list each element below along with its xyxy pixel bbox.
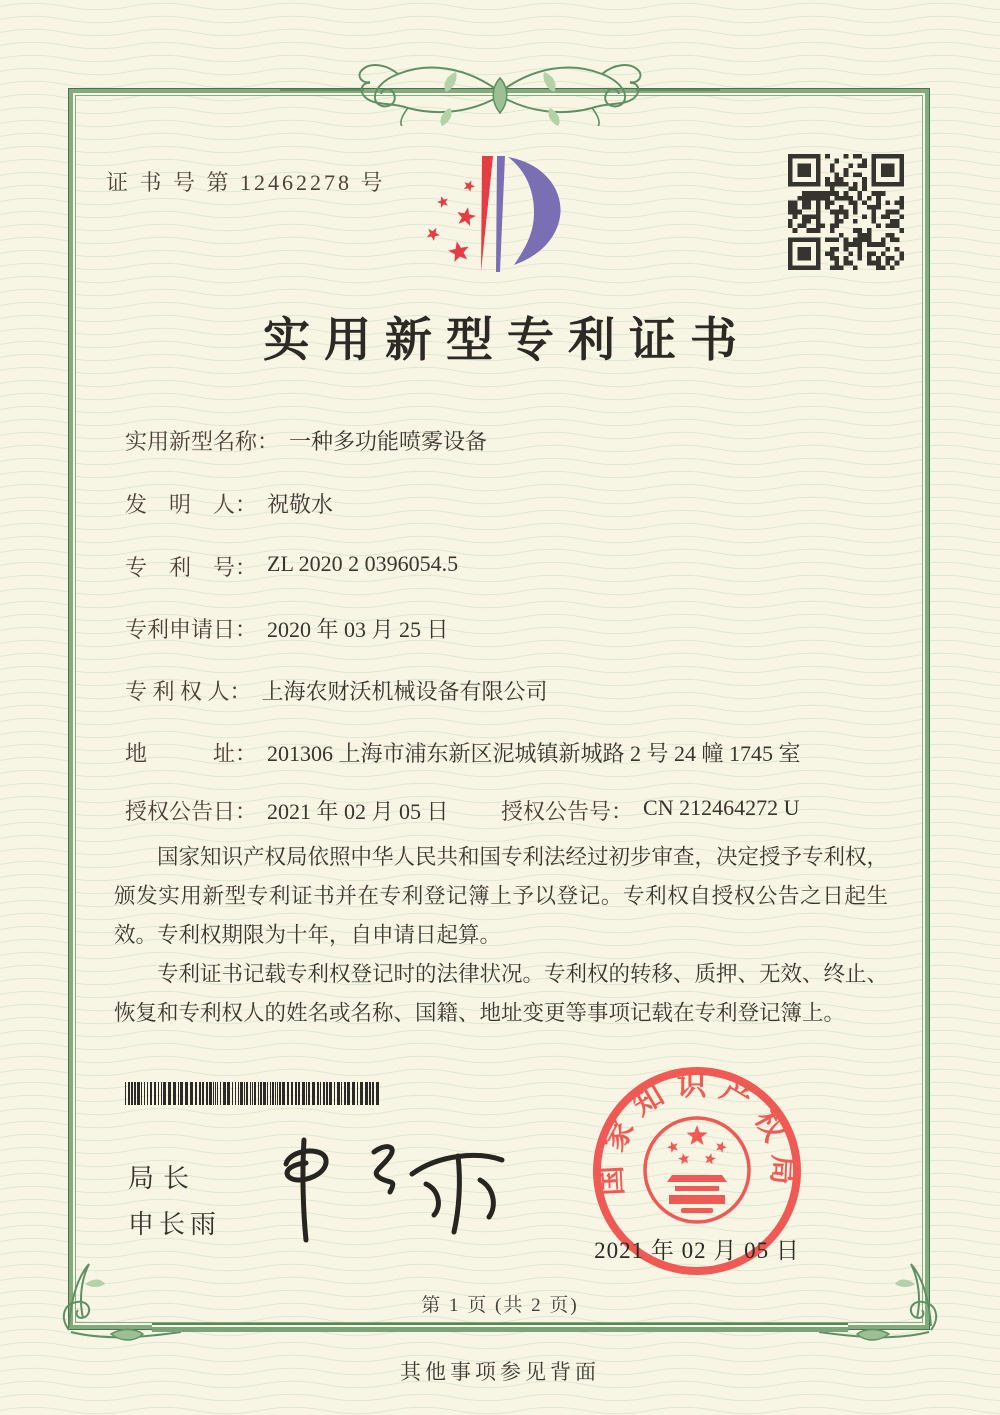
barcode-bar	[131, 1082, 133, 1105]
barcode-bar	[306, 1082, 307, 1105]
barcode-bar	[320, 1082, 321, 1105]
field-label: 授权公告日：	[125, 799, 258, 824]
barcode-bar	[344, 1082, 346, 1105]
barcode-bar	[334, 1082, 335, 1105]
field-value: 祝敬水	[267, 492, 334, 517]
field-row-address	[125, 737, 897, 768]
barcode-bar	[277, 1082, 278, 1105]
barcode-bar	[282, 1082, 285, 1105]
seal-arc-text: 国家知识产权局	[594, 1068, 800, 1197]
barcode-bar	[376, 1082, 379, 1105]
barcode-bar	[227, 1082, 230, 1105]
barcode-bar	[302, 1082, 305, 1105]
barcode-bar	[125, 1082, 126, 1105]
barcode-bar	[357, 1082, 358, 1105]
qr-code	[788, 154, 904, 270]
barcode-bar	[158, 1082, 159, 1105]
barcode-bar	[312, 1082, 315, 1105]
barcode-bar	[195, 1082, 197, 1105]
barcode-bar	[238, 1082, 239, 1105]
barcode-bar	[190, 1082, 193, 1105]
barcode-bar	[365, 1082, 368, 1105]
barcode-bar	[150, 1082, 152, 1105]
barcode-bar	[369, 1082, 371, 1105]
barcode-bar	[144, 1082, 145, 1105]
bottom-decorative-band	[152, 1323, 848, 1332]
barcode-bar	[173, 1082, 176, 1105]
barcode-bar	[347, 1082, 350, 1105]
barcode-bar	[223, 1082, 226, 1105]
barcode-bar	[270, 1082, 271, 1105]
director-name: 申长雨	[128, 1210, 222, 1239]
certificate-number: 证 书 号 第 12462278 号	[106, 170, 386, 195]
field-label: 专利申请日：	[125, 617, 258, 642]
barcode-bar	[232, 1082, 233, 1105]
barcode-bar	[161, 1082, 162, 1105]
barcode-bar	[213, 1082, 214, 1105]
page-number: 第 1 页 (共 2 页)	[421, 1295, 579, 1316]
barcode-bar	[244, 1082, 245, 1105]
barcode-bar	[260, 1082, 262, 1105]
cnipa-logo-icon	[412, 148, 597, 298]
barcode-bar	[263, 1082, 266, 1105]
barcode-bar	[147, 1082, 148, 1105]
field-label: 发 明 人：	[125, 492, 258, 517]
barcode-bar	[272, 1082, 274, 1105]
barcode-bar	[254, 1082, 256, 1105]
barcode-bar	[141, 1082, 142, 1105]
certificate-title: 实用新型专利证书	[263, 315, 751, 367]
barcode-bar	[252, 1082, 253, 1105]
field-row-filing-date	[125, 613, 897, 644]
field-label: 专 利 号：	[125, 555, 258, 580]
barcode-bar	[185, 1082, 188, 1105]
barcode-bar	[287, 1082, 289, 1105]
barcode-bar	[235, 1082, 236, 1105]
field-row-patentee	[125, 675, 897, 706]
top-ornament	[260, 50, 740, 126]
body-paragraph-2: 专利证书记载专利权登记时的法律状况。专利权的转移、质押、无效、终止、恢复和专利权人的姓名或名称、国籍、地址变更等事项记载在专利登记簿上。	[114, 962, 889, 1025]
barcode-bar	[329, 1082, 332, 1105]
director-signature	[262, 1122, 522, 1252]
barcode-bar	[246, 1082, 248, 1105]
director-title: 局长	[128, 1164, 199, 1193]
barcode-bar	[209, 1082, 212, 1105]
field-value: ZL 2020 2 0396054.5	[267, 551, 459, 576]
barcode-bar	[326, 1082, 328, 1105]
barcode-bar	[352, 1082, 355, 1105]
barcode-bar	[275, 1082, 276, 1105]
grant-no-pair	[501, 795, 799, 826]
barcode-bar	[128, 1082, 130, 1105]
barcode-bar	[267, 1082, 268, 1105]
field-row-patent-no	[125, 551, 897, 582]
field-value: CN 212464272 U	[643, 795, 800, 820]
barcode-bar	[168, 1082, 171, 1105]
barcode-bar	[215, 1082, 216, 1105]
field-value: 一种多功能喷雾设备	[289, 429, 488, 454]
barcode-bar	[291, 1082, 293, 1105]
barcode-bar	[180, 1082, 183, 1105]
logo-purple-wedge	[496, 156, 505, 272]
logo-p-bowl	[508, 157, 561, 265]
barcode-bar	[337, 1082, 340, 1105]
barcode-bar	[258, 1082, 259, 1105]
field-label: 实用新型名称：	[125, 429, 280, 454]
barcode-bar	[220, 1082, 221, 1105]
barcode-bar	[341, 1082, 342, 1105]
barcode-bar	[295, 1082, 297, 1105]
seal-national-emblem	[645, 1118, 749, 1222]
logo-red-wedge	[481, 156, 493, 272]
barcode	[125, 1082, 381, 1105]
barcode-bar	[279, 1082, 281, 1105]
field-label: 授权公告号：	[501, 799, 634, 824]
field-row-name	[125, 425, 897, 456]
field-value: 2021 年 02 月 05 日	[267, 799, 449, 824]
barcode-bar	[206, 1082, 208, 1105]
field-value: 上海农财沃机械设备有限公司	[261, 679, 548, 704]
barcode-bar	[199, 1082, 201, 1105]
barcode-bar	[317, 1082, 319, 1105]
barcode-bar	[163, 1082, 166, 1105]
legal-text-block	[114, 838, 888, 1033]
barcode-bar	[323, 1082, 325, 1105]
barcode-bar	[154, 1082, 156, 1105]
field-label: 专 利 权 人：	[125, 679, 252, 704]
field-value: 201306 上海市浦东新区泥城镇新城路 2 号 24 幢 1745 室	[267, 741, 801, 766]
barcode-bar	[217, 1082, 218, 1105]
barcode-bar	[360, 1082, 363, 1105]
barcode-bar	[178, 1082, 179, 1105]
field-value: 2020 年 03 月 25 日	[267, 617, 449, 642]
barcode-bar	[298, 1082, 300, 1105]
body-paragraph-1: 国家知识产权局依照中华人民共和国专利法经过初步审查，决定授予专利权，颁发实用新型专利证书并在专利登记簿上予以登记。专利权自授权公告之日起生效。专利权期限为十年，自申请日起算。	[114, 845, 889, 947]
barcode-bar	[372, 1082, 374, 1105]
barcode-bar	[202, 1082, 204, 1105]
grant-date-pair	[125, 795, 449, 826]
field-row-grant	[125, 795, 897, 826]
barcode-bar	[308, 1082, 311, 1105]
barcode-bar	[134, 1082, 136, 1105]
field-label: 地 址：	[125, 741, 258, 766]
back-note: 其他事项参见背面	[400, 1360, 600, 1384]
barcode-bar	[250, 1082, 251, 1105]
seal-date: 2021 年 02 月 05 日	[594, 1238, 800, 1263]
field-row-inventor	[125, 488, 897, 519]
barcode-bar	[137, 1082, 140, 1105]
barcode-bar	[240, 1082, 243, 1105]
